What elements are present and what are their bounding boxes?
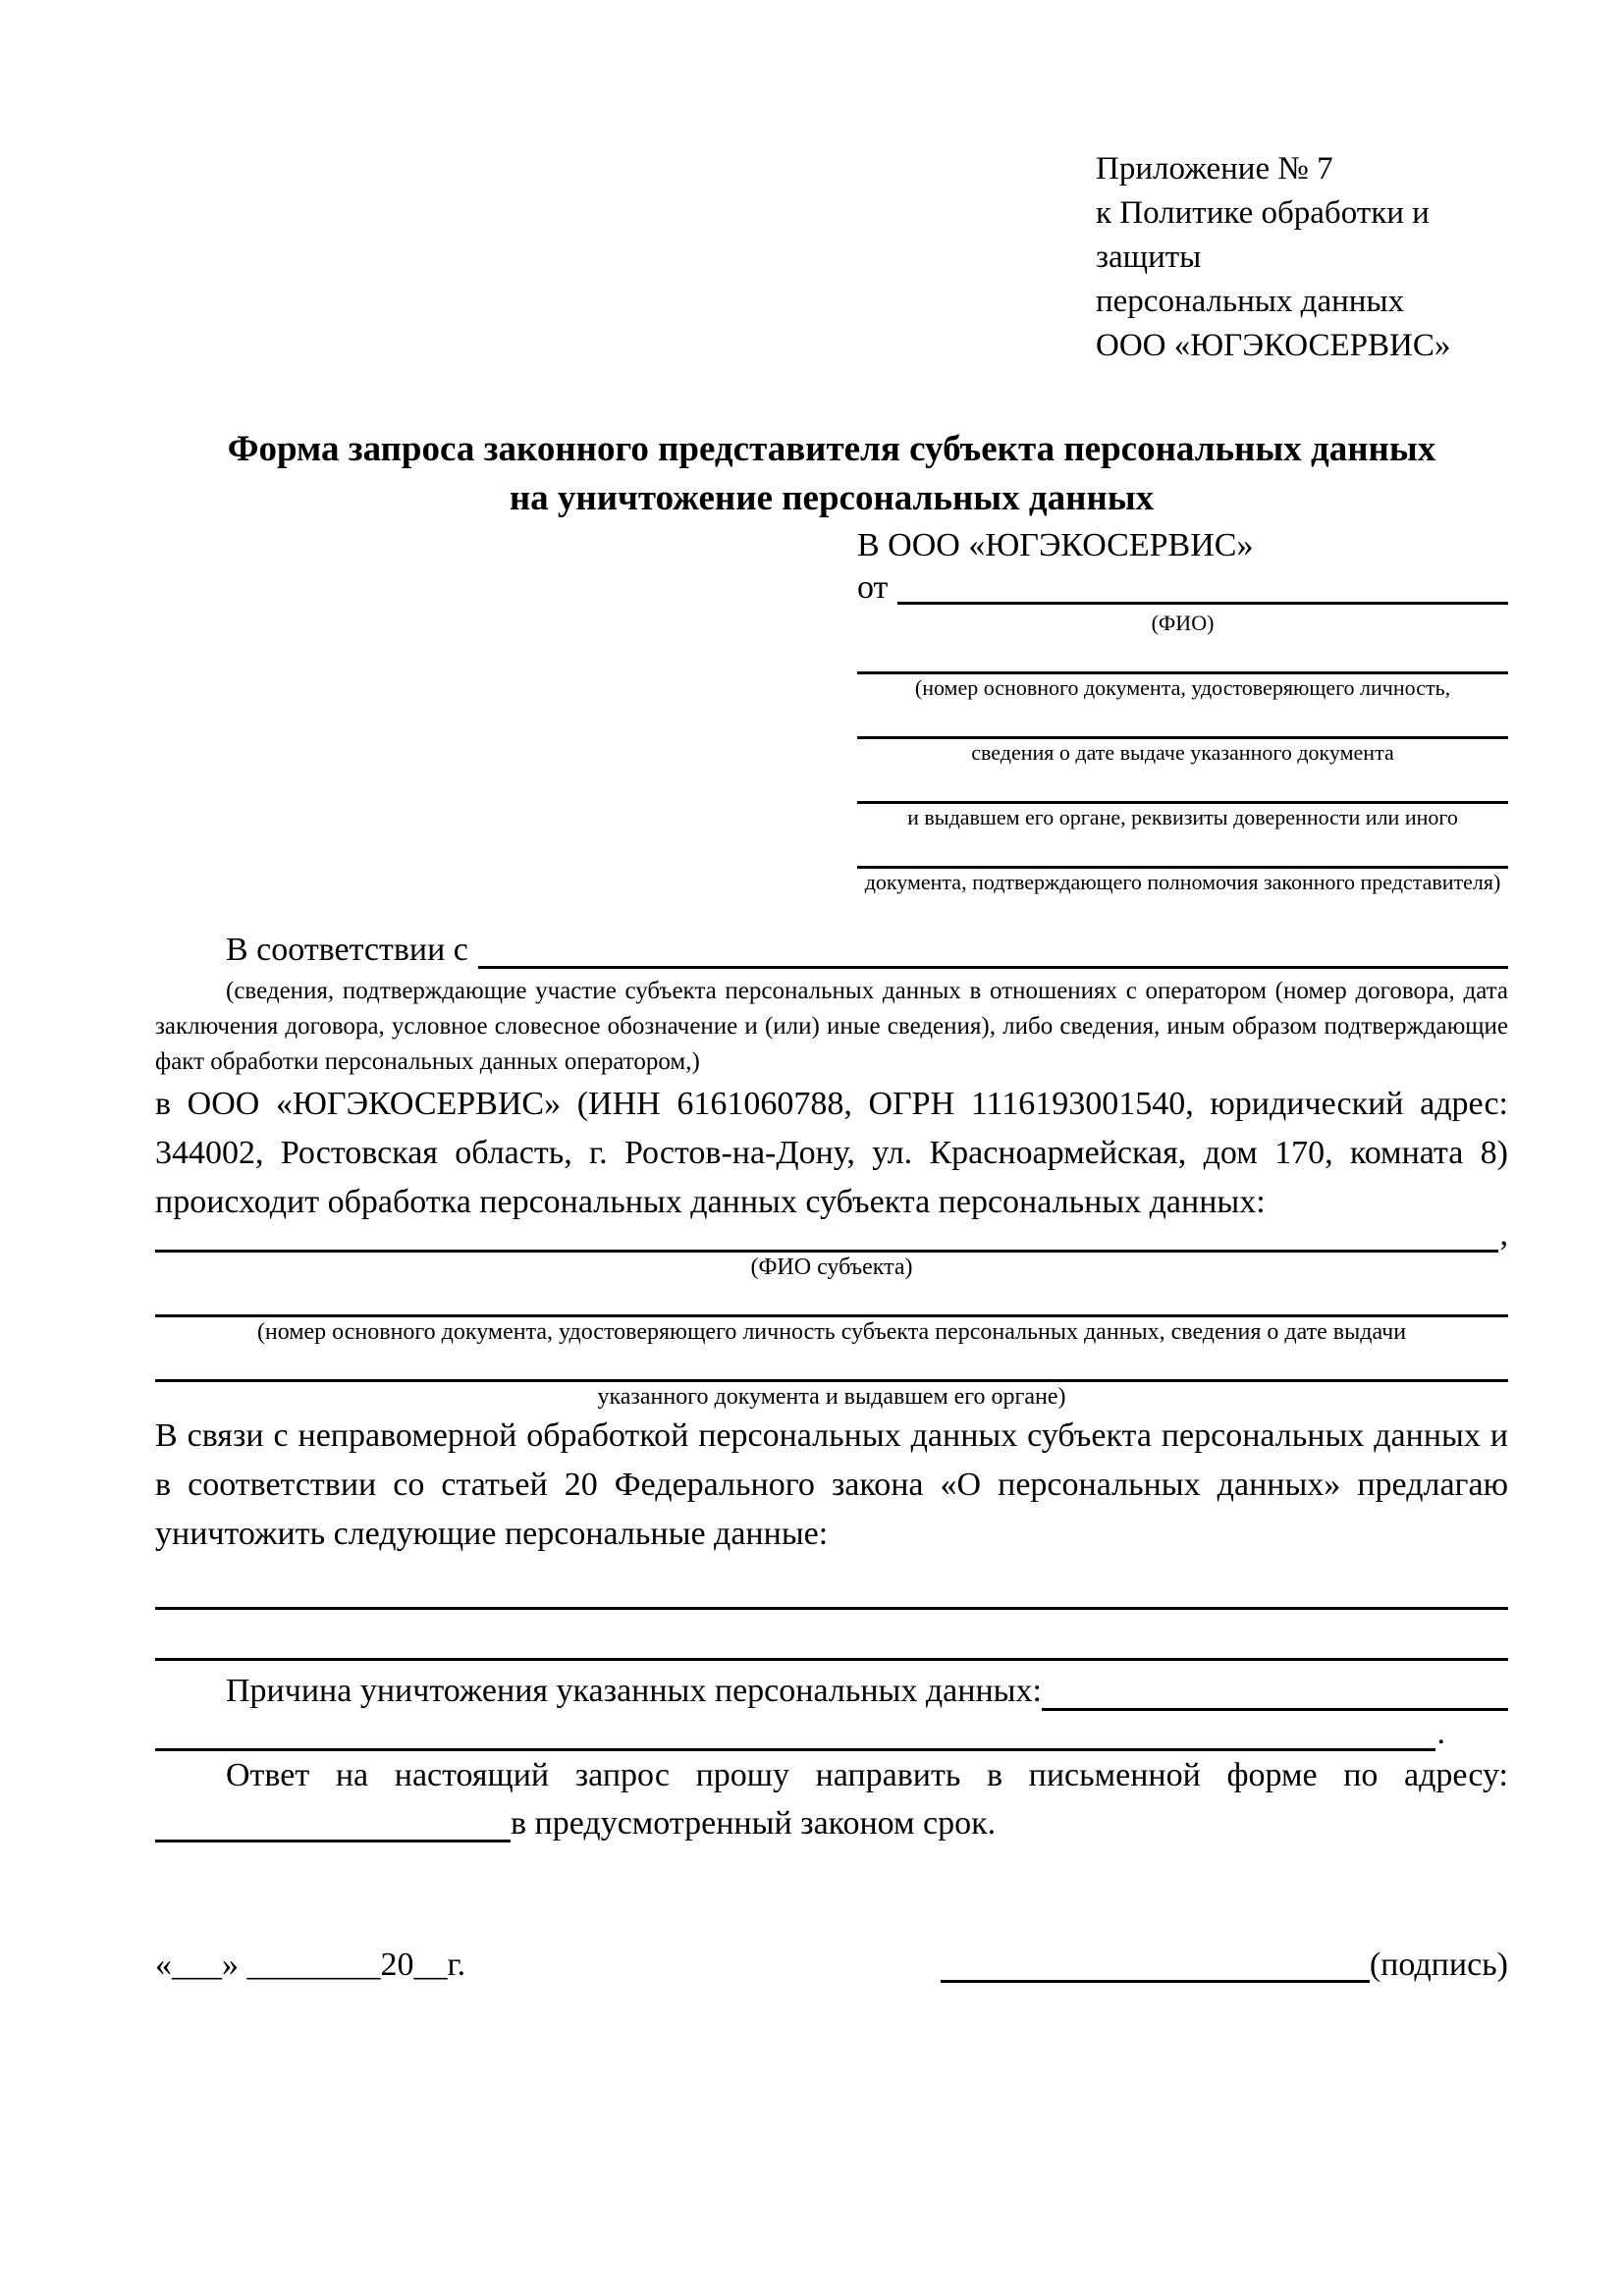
appendix-line-1: Приложение № 7 (1096, 151, 1333, 187)
rep-doc-field-4 (857, 830, 1508, 895)
operator-paragraph: в ООО «ЮГЭКОСЕРВИС» (ИНН 6161060788, ОГРН 1116193001540, юридический адрес: 344002, Ростовская область, г. Ростов-на-Дону, ул. Красноармейская, дом 170, комната 8) происходит обработка персональных данных субъекта персональных данных: (155, 1086, 1508, 1220)
from-row (857, 566, 1508, 610)
addressee-org: В ООО «ЮГЭКОСЕРВИС» (857, 527, 1254, 563)
accordance-note: (сведения, подтверждающие участие субъекта персональных данных в отношениях с оператором (номер договора, дата заключения договора, условное словесное обозначение и (или) иные сведения), либо сведения, иным образом подтверждающие факт обработки персональных данных оператором,) (155, 978, 1508, 1075)
rep-doc-caption-3: и выдавшем его органе, реквизиты доверенности или иного (907, 805, 1458, 829)
rep-doc-field-3 (857, 766, 1508, 830)
form-title-line-1: Форма запроса законного представителя субъекта персональных данных (227, 429, 1436, 469)
subject-doc-row-2 (155, 1347, 1508, 1382)
date-field: «___» ________20__г. (155, 1947, 466, 1983)
form-title (155, 425, 1508, 523)
answer-request-text: Ответ на настоящий запрос прошу направить в письменной форме по адресу: (226, 1757, 1508, 1793)
data-to-destroy-row-2 (155, 1610, 1508, 1661)
addressee-block (857, 525, 1508, 895)
subject-fio-caption: (ФИО субъекта) (750, 1255, 913, 1280)
rep-doc-line-4 (857, 830, 1508, 869)
form-title-line-2: на уничтожение персональных данных (509, 478, 1155, 518)
appendix-line-4: ООО «ЮГЭКОСЕРВИС» (1096, 328, 1451, 363)
appendix-line-2: к Политике обработки и защиты (1096, 195, 1430, 275)
subject-fio-row (155, 1216, 1508, 1253)
rep-doc-caption-1: (номер основного документа, удостоверяющего личность, (914, 675, 1451, 700)
data-to-destroy-row-1 (155, 1559, 1508, 1610)
subject-doc-caption-1: (номер основного документа, удостоверяющего личность субъекта персональных данных, сведения о дате выдачи (256, 1319, 1407, 1345)
from-label: от (857, 569, 889, 606)
from-fill-line (897, 566, 1508, 605)
subject-fio-comma: , (1499, 1216, 1508, 1253)
accordance-fill-line (478, 927, 1508, 969)
signature-line (941, 1980, 1370, 1983)
signature-block (941, 1942, 1508, 1989)
appendix-header (1096, 147, 1508, 368)
rep-doc-caption-4: документа, подтверждающего полномочия законного представителя) (864, 870, 1501, 894)
reason-continuation-row (155, 1716, 1508, 1751)
subject-doc-row-1 (155, 1282, 1508, 1317)
rep-doc-line-3 (857, 766, 1508, 804)
answer-address-row (155, 1800, 1508, 1847)
accordance-label: В соответствии с (226, 932, 468, 968)
destruction-request-paragraph: В связи с неправомерной обработкой персональных данных субъекта персональных данных и в соответствии со статьей 20 Федерального закона «О персональных данных» предлагаю уничтожить следующие персональные данные: (155, 1417, 1508, 1552)
footer-row (155, 1942, 1508, 1989)
accordance-row (155, 927, 1508, 974)
data-to-destroy-line-2 (155, 1658, 1508, 1661)
rep-doc-line-2 (857, 701, 1508, 739)
subject-doc-caption-2: указанного документа и выдавшем его органе) (597, 1384, 1066, 1410)
answer-tail-text: в предусмотренный законом срок. (511, 1805, 997, 1842)
answer-address-line (155, 1840, 511, 1842)
signature-caption: (подпись) (1369, 1947, 1508, 1983)
rep-doc-caption-2: сведения о дате выдаче указанного документа (971, 740, 1394, 765)
data-to-destroy-line-1 (155, 1607, 1508, 1610)
reason-label: Причина уничтожения указанных персональных данных: (226, 1673, 1042, 1709)
reason-period: . (1436, 1715, 1445, 1751)
reason-row (155, 1667, 1508, 1716)
appendix-line-3: персональных данных (1096, 284, 1405, 319)
rep-doc-field-2 (857, 701, 1508, 766)
reason-fill-line (1042, 1667, 1508, 1711)
fio-caption: (ФИО) (1151, 611, 1215, 635)
rep-doc-field-1 (857, 636, 1508, 701)
rep-doc-line-1 (857, 636, 1508, 674)
